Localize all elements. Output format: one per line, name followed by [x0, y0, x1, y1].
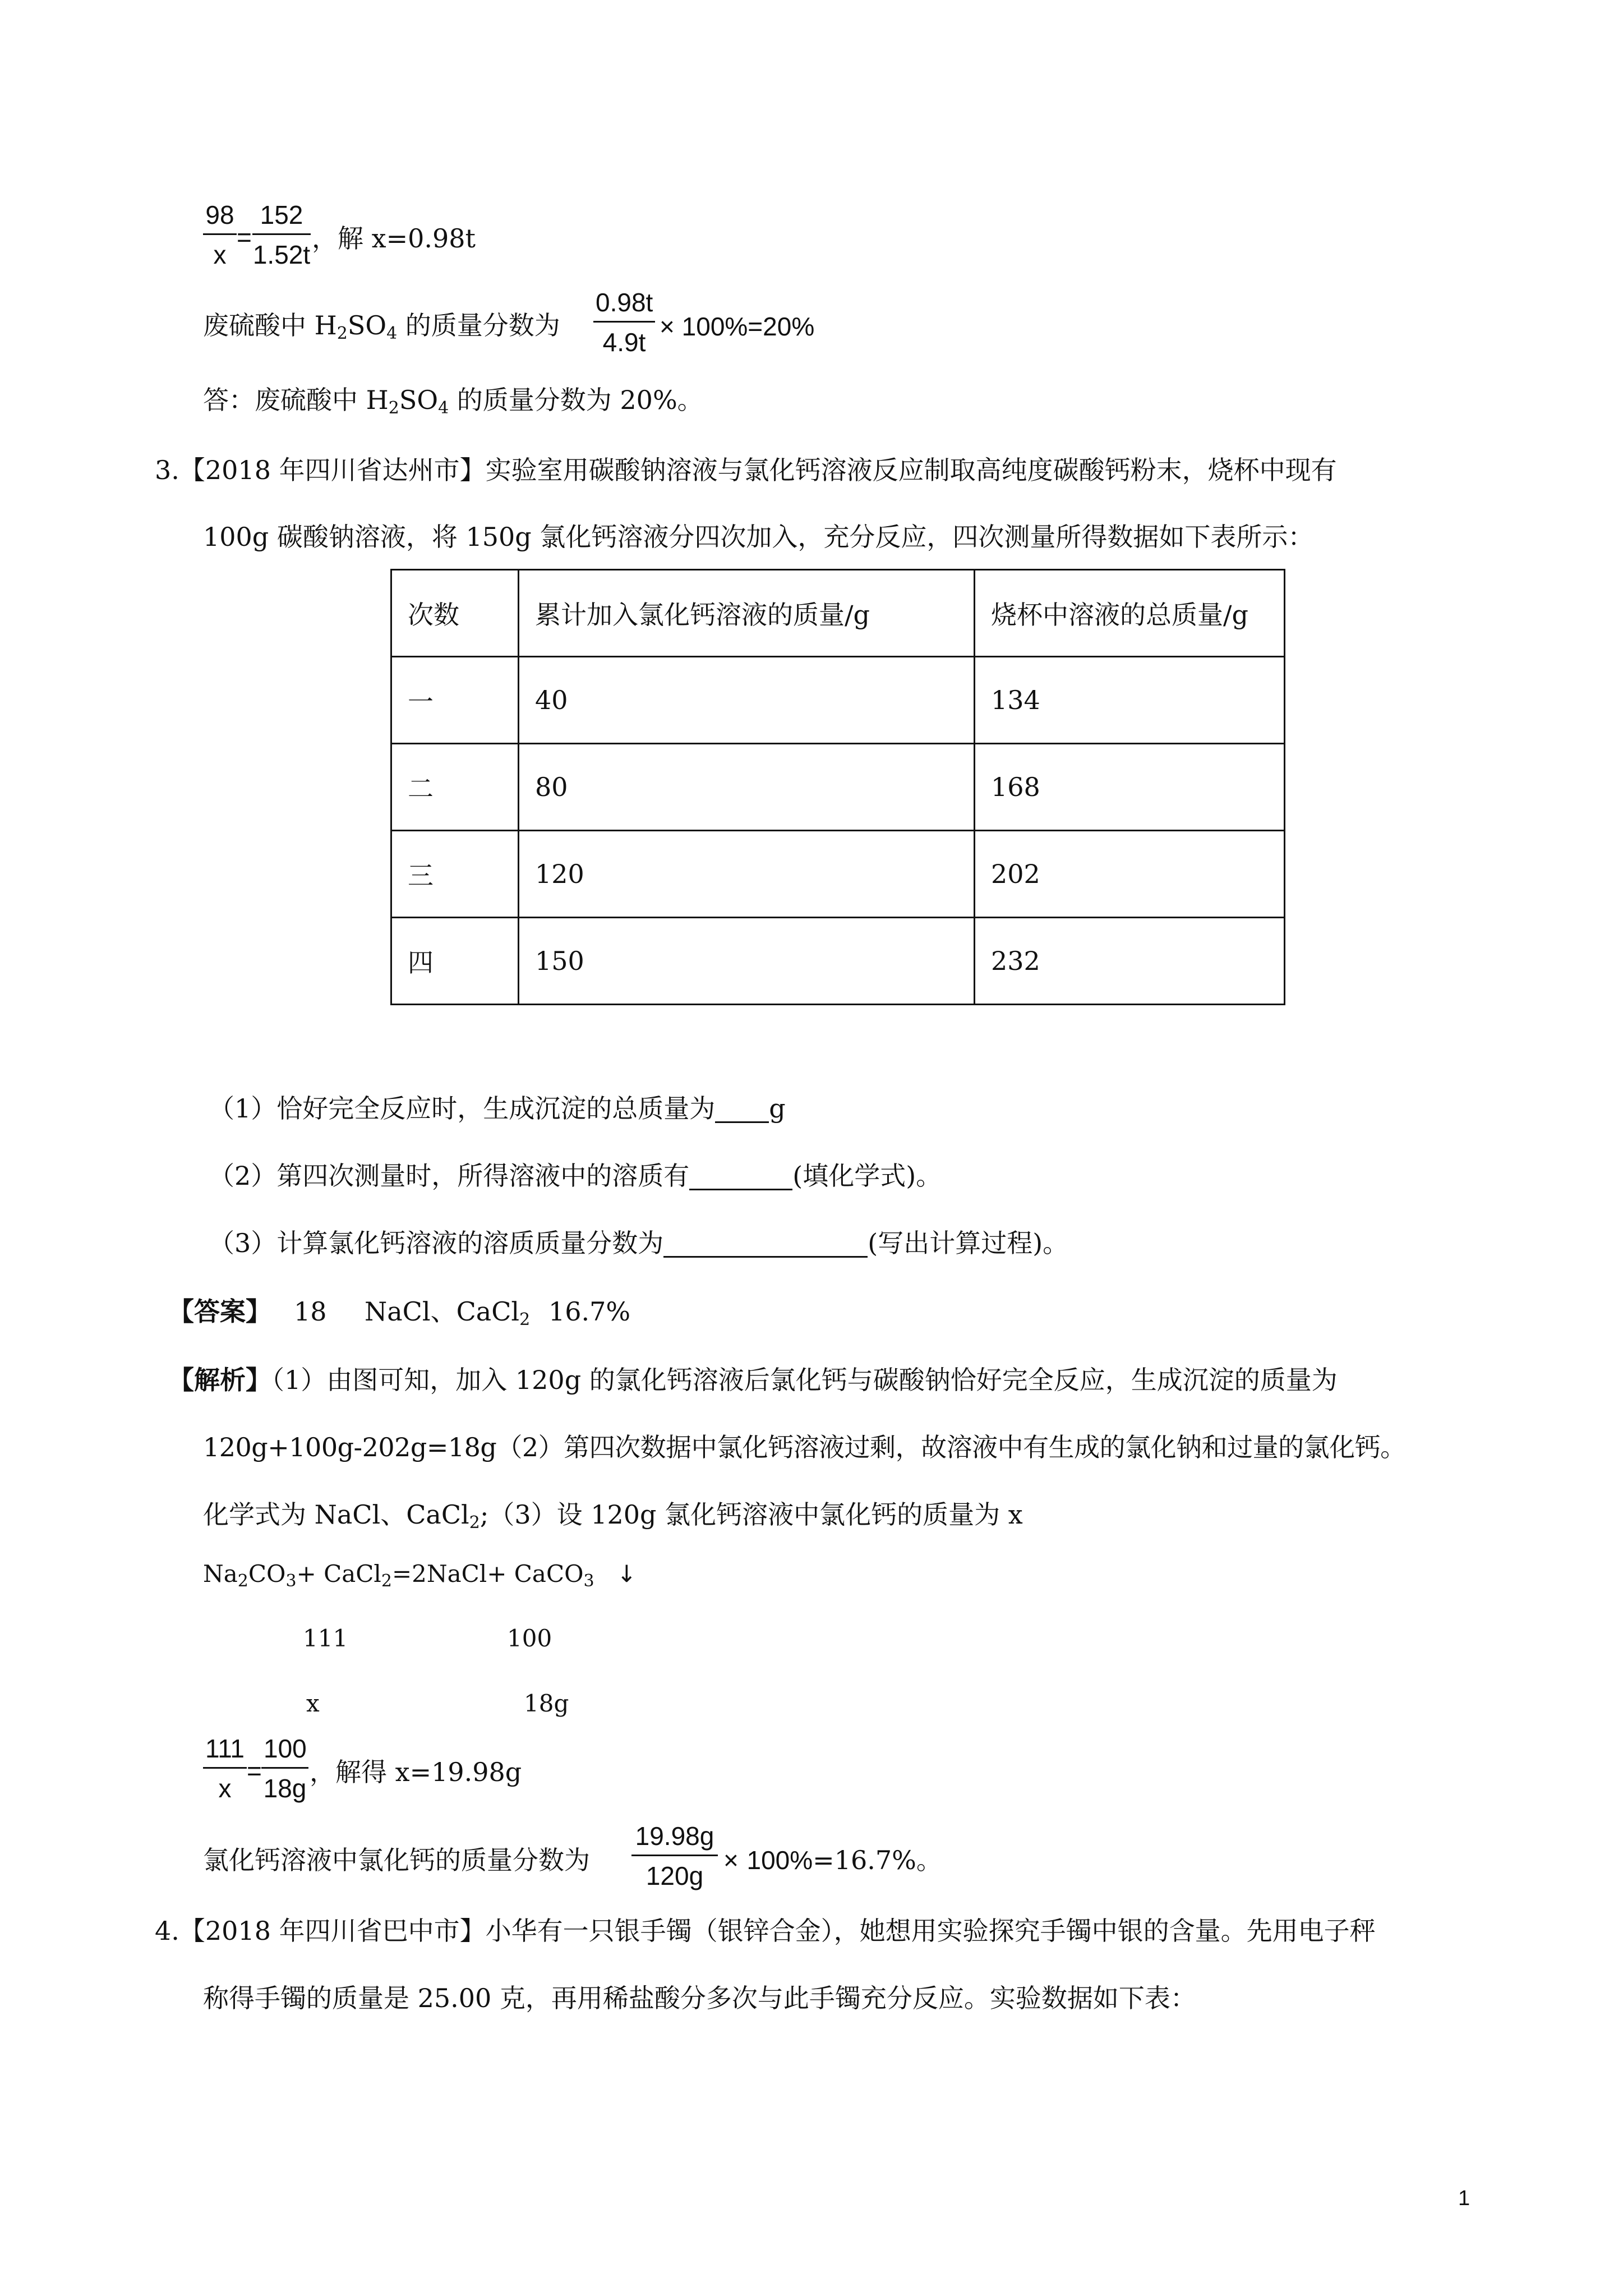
answer-blank: [715, 1096, 769, 1123]
question-source: 【2018 年四川省达州市】: [179, 455, 486, 485]
text-part: =2NaCl+ CaCO: [391, 1560, 584, 1588]
subscript: 3: [583, 1571, 594, 1591]
subscript: 2: [469, 1513, 480, 1533]
table-cell: 134: [975, 657, 1285, 744]
solve-text: ，解得 x=19.98g: [310, 1757, 522, 1787]
subscript: 2: [237, 1571, 248, 1591]
sub-question-1: [209, 1093, 786, 1124]
analysis-line-2: 120g+100g-202g=18g（2）第四次数据中氯化钙溶液过剩，故溶液中有生成的氯化钠和过量的氯化钙。: [203, 1432, 1406, 1462]
fraction-denominator: x: [213, 240, 227, 269]
fraction-98-over-x: [203, 202, 237, 268]
text-part: 100%: [746, 1846, 813, 1875]
fraction-111-over-x: [203, 1736, 247, 1801]
fraction-numerator: 100: [261, 1736, 308, 1769]
table-header-cell: 累计加入氯化钙溶液的质量/g: [519, 570, 975, 657]
table-cell: 二: [391, 744, 519, 831]
sulfuric-mass-fraction-text: [203, 310, 560, 343]
subscript: 2: [381, 1571, 392, 1591]
table-row: [391, 831, 1285, 918]
question-number: 3.: [155, 455, 179, 485]
chemical-equation: [203, 1560, 637, 1591]
text-part: NaCl、CaCl: [365, 1296, 520, 1327]
times-sign: ×: [723, 1846, 739, 1875]
sub-question-3: [209, 1230, 1068, 1258]
fraction-100-over-18g: [261, 1736, 308, 1801]
text-part: SO: [347, 310, 387, 341]
table-header-cell: 次数: [391, 570, 519, 657]
text-part: (填化学式)。: [792, 1161, 942, 1191]
table-row: [391, 918, 1285, 1005]
table-cell: 四: [391, 918, 519, 1005]
analysis-line-3: [203, 1499, 1023, 1533]
answer-blank: [663, 1230, 868, 1258]
page-number: 1: [1458, 2187, 1470, 2210]
table-cell: 120: [519, 831, 975, 918]
text-part: 废硫酸中 H: [203, 310, 337, 341]
question-4-line-2: 称得手镯的质量是 25.00 克，再用稀盐酸分多次与此手镯充分反应。实验数据如下表：: [203, 1983, 1196, 2013]
equals-sign: =: [237, 223, 252, 252]
solve-text: ，解 x=0.98t: [312, 223, 476, 254]
text-part: Na: [203, 1560, 238, 1588]
text-part: + CaCl: [296, 1560, 381, 1588]
equals-sign: =: [247, 1756, 262, 1786]
subscript: 4: [438, 398, 449, 418]
table-cell: 三: [391, 831, 519, 918]
table-cell: 40: [519, 657, 975, 744]
percent-result: [660, 314, 814, 339]
answer-value-precipitate: 18: [294, 1296, 327, 1327]
question-source: 【2018 年四川省巴中市】: [179, 1916, 486, 1946]
unknown-x: x: [306, 1690, 320, 1717]
text-part: g: [769, 1093, 786, 1124]
subscript: 2: [519, 1310, 531, 1329]
table-row: [391, 657, 1285, 744]
question-number: 4.: [155, 1916, 179, 1946]
table-cell: 232: [975, 918, 1285, 1005]
table-cell: 80: [519, 744, 975, 831]
text-part: =16.7%。: [813, 1845, 942, 1875]
table-cell: 168: [975, 744, 1285, 831]
subscript: 2: [388, 398, 399, 418]
question-text: 实验室用碳酸钠溶液与氯化钙溶液反应制取高纯度碳酸钙粉末，烧杯中现有: [485, 455, 1337, 485]
fraction-numerator: 152: [252, 202, 311, 235]
text-part: （1）恰好完全反应时，生成沉淀的总质量为: [209, 1093, 716, 1124]
question-3-line-1: [155, 457, 1337, 483]
table-cell: 202: [975, 831, 1285, 918]
analysis-label: 【解析】: [168, 1365, 271, 1395]
table-cell: 150: [519, 918, 975, 1005]
text-part: CO: [248, 1560, 286, 1588]
table-cell: 一: [391, 657, 519, 744]
answer-value-solutes: [365, 1296, 531, 1329]
molar-mass-cacl2: 111: [303, 1625, 348, 1652]
answer-blank: [689, 1163, 792, 1190]
table-header-row: [391, 570, 1285, 657]
mass-fraction-prefix: 氯化钙溶液中氯化钙的质量分数为: [203, 1845, 590, 1875]
percent-result: [723, 1847, 942, 1873]
analysis-text: （1）由图可知，加入 120g 的氯化钙溶液后氯化钙与碳酸钠恰好完全反应，生成沉淀的质量为: [271, 1365, 1338, 1395]
fraction-denominator: 120g: [645, 1861, 704, 1890]
subscript: 3: [285, 1571, 297, 1591]
text-part: （2）第四次测量时，所得溶液中的溶质有: [209, 1161, 690, 1191]
answer-value-percent: 16.7%: [548, 1296, 631, 1327]
question-text: 小华有一只银手镯（银锌合金），她想用实验探究手镯中银的含量。先用电子秤: [485, 1916, 1376, 1946]
text-part: SO: [399, 385, 439, 415]
molar-mass-caco3: 100: [507, 1625, 552, 1652]
fraction-numerator: 19.98g: [631, 1823, 718, 1856]
subscript: 4: [386, 324, 398, 343]
fraction-19-98g-over-120g: [631, 1823, 718, 1889]
fraction-numerator: 0.98t: [593, 289, 655, 323]
text-part: 的质量分数为: [397, 310, 560, 341]
analysis-line-1: [168, 1367, 1338, 1393]
text-part: （3）计算氯化钙溶液的溶质质量分数为: [209, 1228, 664, 1258]
table-header-cell: 烧杯中溶液的总质量/g: [975, 570, 1285, 657]
answer-label: 【答案】: [168, 1296, 271, 1327]
times-sign: ×: [660, 312, 675, 341]
fraction-0-98t-over-4-9t: [593, 289, 655, 355]
text-part: 答：废硫酸中 H: [203, 385, 389, 415]
sub-question-2: [209, 1163, 942, 1190]
fraction-denominator: 18g: [263, 1774, 307, 1803]
fraction-numerator: 98: [203, 202, 237, 235]
fraction-152-over-1-52t: [252, 202, 311, 268]
fraction-numerator: 111: [203, 1736, 247, 1769]
text-part: 的质量分数为 20%。: [449, 385, 703, 415]
text-part: 100%=20%: [681, 312, 815, 341]
measurement-table: [390, 569, 1285, 1005]
precipitate-arrow-icon: ↓: [616, 1560, 637, 1588]
fraction-denominator: x: [218, 1774, 232, 1803]
subscript: 2: [336, 324, 348, 343]
table-row: [391, 744, 1285, 831]
question-4-line-1: [155, 1918, 1376, 1944]
fraction-denominator: 4.9t: [602, 328, 646, 357]
text-part: ;（3）设 120g 氯化钙溶液中氯化钙的质量为 x: [479, 1499, 1023, 1530]
text-part: 化学式为 NaCl、CaCl: [203, 1499, 469, 1530]
fraction-denominator: 1.52t: [252, 240, 311, 269]
question-3-line-2: 100g 碳酸钠溶液，将 150g 氯化钙溶液分四次加入，充分反应，四次测量所得数据如下表所示：: [203, 522, 1314, 552]
text-part: (写出计算过程)。: [868, 1228, 1069, 1258]
answer-sentence: [203, 385, 703, 418]
precipitate-mass: 18g: [524, 1690, 569, 1717]
